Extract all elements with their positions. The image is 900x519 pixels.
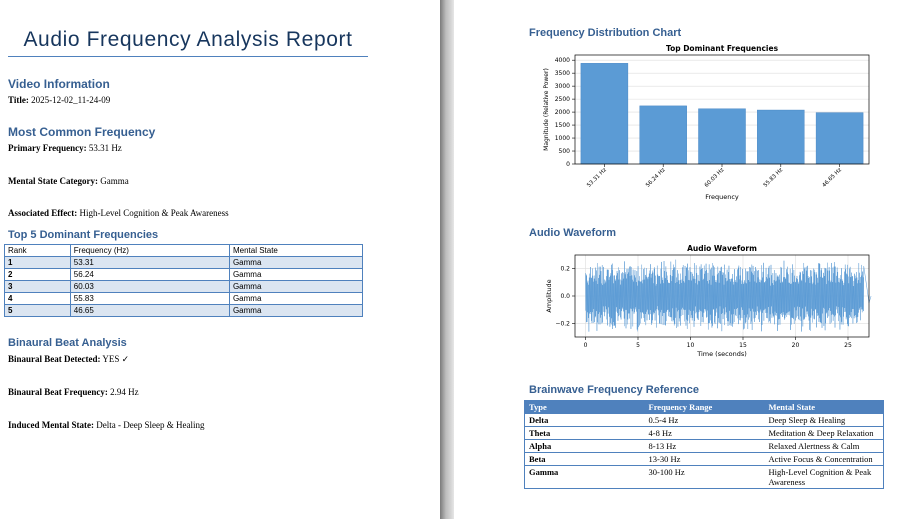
y-tick-label: 500 [558,148,570,156]
table-row [525,452,884,465]
table-row [5,281,363,293]
audio-waveform-chart [539,242,879,362]
y-tick-label: 1000 [554,135,570,143]
y-tick-label: 3000 [554,83,570,91]
x-tick-label: 56.24 Hz [645,167,667,189]
state-cell: Gamma [229,269,362,281]
range-cell: 30-100 Hz [645,465,765,488]
reference-header-row [525,401,884,414]
y-tick-label: 0.2 [560,265,570,273]
type-cell: Gamma [525,465,645,488]
x-tick-label: 20 [791,342,800,349]
frequency-cell: 46.65 [70,305,229,317]
bar [640,106,687,164]
binaural-frequency-label: Binaural Beat Frequency: [8,387,108,397]
video-title-value: 2025-12-02_11-24-09 [31,95,111,105]
top5-table [4,244,363,317]
mental-state-label: Mental State Category: [8,176,98,186]
y-axis-label: Magnitude (Relative Power) [543,68,550,151]
col-mental-state: Mental State [229,245,362,257]
title-underline [8,56,368,57]
type-cell: Alpha [525,439,645,452]
bar-chart-title: Top Dominant Frequencies [665,44,779,53]
x-tick-label: 5 [636,342,640,349]
frequency-cell: 55.83 [70,293,229,305]
y-tick-label: −0.2 [555,320,570,328]
x-tick-label: 53.31 Hz [586,167,608,189]
binaural-frequency-line [8,387,139,397]
state-cell: Active Focus & Concentration [765,452,884,465]
primary-frequency-value: 53.31 Hz [88,143,122,153]
report-title: Audio Frequency Analysis Report [23,28,353,51]
bar [698,109,745,164]
table-row [525,414,884,427]
frequency-cell: 56.24 [70,269,229,281]
state-cell: Gamma [229,281,362,293]
brainwave-reference-table [524,400,884,489]
top5-header-row [5,245,363,257]
bar [581,63,628,164]
range-cell: 8-13 Hz [645,439,765,452]
rank-cell: 5 [5,305,71,317]
rank-cell: 3 [5,281,71,293]
frequency-cell: 60.03 [70,281,229,293]
state-cell: High-Level Cognition & Peak Awareness [765,465,884,488]
report-page-right [454,0,900,519]
col-frequency: Frequency (Hz) [70,245,229,257]
video-title-label: Title: [8,95,29,105]
state-cell: Meditation & Deep Relaxation [765,426,884,439]
y-tick-label: 1500 [554,122,570,130]
x-tick-label: 15 [739,342,747,349]
induced-state-value: Delta - Deep Sleep & Healing [96,420,205,430]
reference-heading: Brainwave Frequency Reference [529,384,699,396]
associated-effect-line [8,208,229,218]
state-cell: Gamma [229,293,362,305]
frequency-cell: 53.31 [70,257,229,269]
primary-frequency-label: Primary Frequency: [8,143,87,153]
x-axis-label: Time (seconds) [697,350,747,358]
mental-state-line [8,176,129,186]
y-tick-label: 2000 [554,109,570,117]
table-row [5,257,363,269]
bar [757,110,804,164]
x-tick-label: 0 [583,342,588,349]
x-axis-label: Frequency [705,193,739,201]
ref-col-state: Mental State [765,401,884,414]
ref-col-type: Type [525,401,645,414]
x-tick-label: 25 [844,342,852,349]
mental-state-value: Gamma [100,176,129,186]
x-tick-label: 60.03 Hz [703,167,726,189]
range-cell: 13-30 Hz [645,452,765,465]
x-tick-label: 10 [686,342,695,349]
frequency-bar-chart [539,42,879,206]
range-cell: 0.5-4 Hz [645,414,765,427]
type-cell: Delta [525,414,645,427]
primary-frequency-line [8,143,122,153]
waveform-heading: Audio Waveform [529,227,616,239]
video-info-heading: Video Information [8,77,110,91]
induced-state-line [8,420,204,430]
state-cell: Relaxed Alertness & Calm [765,439,884,452]
associated-effect-label: Associated Effect: [8,208,78,218]
table-row [5,293,363,305]
waveform-line [586,260,872,332]
state-cell: Deep Sleep & Healing [765,414,884,427]
rank-cell: 4 [5,293,71,305]
rank-cell: 1 [5,257,71,269]
waveform-title: Audio Waveform [687,244,757,253]
binaural-detected-line [8,354,129,365]
y-tick-label: 0.0 [560,293,570,300]
bar [816,113,863,164]
table-row [5,269,363,281]
page-gutter [440,0,454,519]
video-title-line [8,95,110,105]
y-axis-label: Amplitude [545,279,553,313]
binaural-heading: Binaural Beat Analysis [8,337,127,349]
rank-cell: 2 [5,269,71,281]
y-tick-label: 2500 [554,96,570,104]
report-page-left [0,0,440,519]
col-rank: Rank [5,245,71,257]
binaural-detected-label: Binaural Beat Detected: [8,354,101,364]
table-row [525,439,884,452]
table-row [5,305,363,317]
top5-heading: Top 5 Dominant Frequencies [8,229,159,241]
range-cell: 4-8 Hz [645,426,765,439]
ref-col-range: Frequency Range [645,401,765,414]
y-tick-label: 0 [566,161,570,168]
state-cell: Gamma [229,305,362,317]
type-cell: Theta [525,426,645,439]
distribution-heading: Frequency Distribution Chart [529,27,682,39]
binaural-detected-value: YES ✓ [102,354,130,364]
y-tick-label: 4000 [554,57,570,65]
y-tick-label: 3500 [554,70,570,78]
most-common-heading: Most Common Frequency [8,125,156,139]
x-tick-label: 46.65 Hz [821,167,844,189]
table-row [525,426,884,439]
binaural-frequency-value: 2.94 Hz [110,387,139,397]
x-tick-label: 55.83 Hz [762,167,785,189]
associated-effect-value: High-Level Cognition & Peak Awareness [79,208,229,218]
induced-state-label: Induced Mental State: [8,420,94,430]
type-cell: Beta [525,452,645,465]
state-cell: Gamma [229,257,362,269]
table-row [525,465,884,488]
